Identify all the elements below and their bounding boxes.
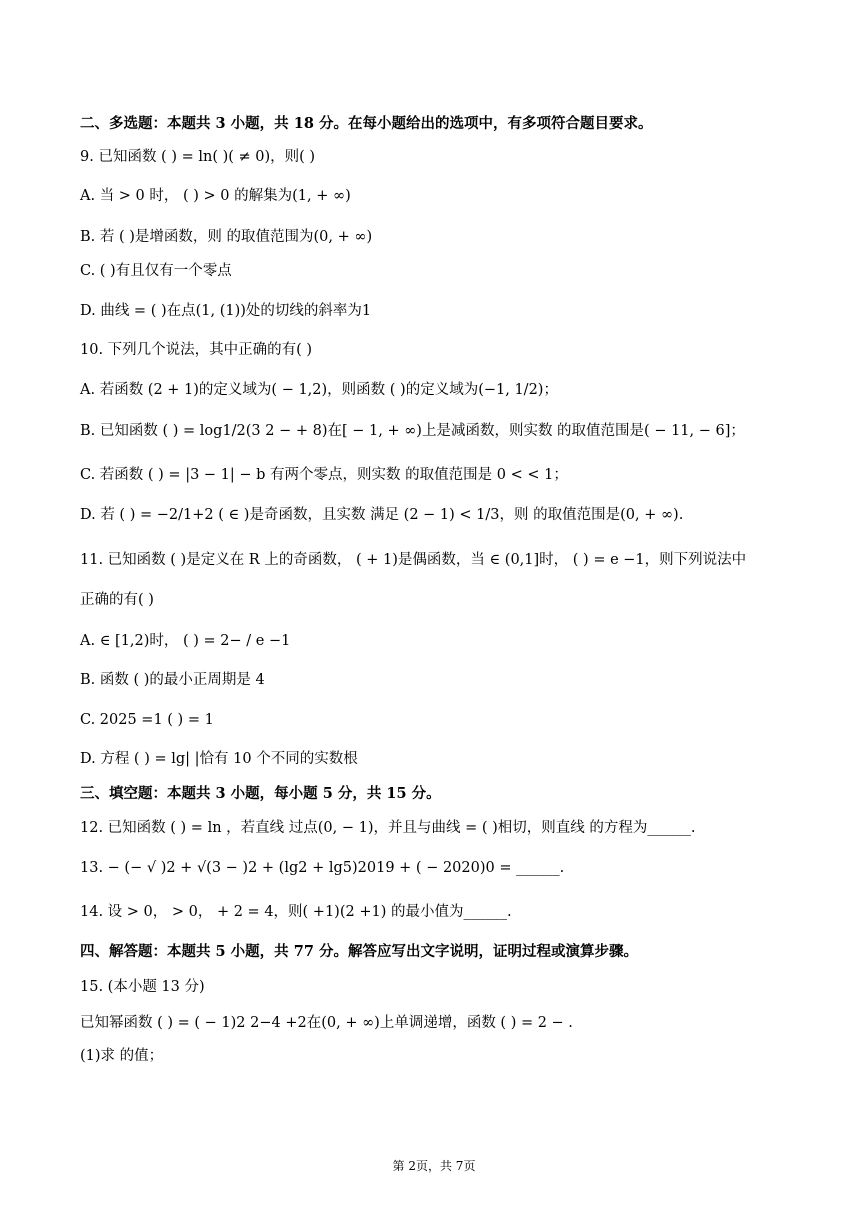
answer-heading: 四、解答题：本题共 5 小题，共 77 分。解答应写出文字说明，证明过程或演算步骤。 xyxy=(80,943,638,960)
q9-option-b: B. 若 ( )是增函数，则 的取值范围为(0, + ∞) xyxy=(80,229,373,245)
multi-choice-heading: 二、多选题：本题共 3 小题，共 18 分。在每小题给出的选项中，有多项符合题目要求。 xyxy=(80,115,653,132)
q12: 12. 已知函数 ( ) = ln ，若直线 过点(0, − 1)，并且与曲线 = ( )相切，则直线 的方程为______. xyxy=(80,820,696,836)
q11-stem-line1: 11. 已知函数 ( )是定义在 R 上的奇函数， ( + 1)是偶函数，当 ∈ (0,1]时， ( ) = e −1，则下列说法中 xyxy=(80,552,747,568)
q10-option-c: C. 若函数 ( ) = |3 − 1| − b 有两个零点，则实数 的取值范围是 0 < < 1； xyxy=(80,467,568,483)
q15-part1: (1)求 的值； xyxy=(80,1048,164,1064)
q13: 13. − (− √ )2 + √(3 − )2 + (lg2 + lg5)2019 + ( − 2020)0 = ______. xyxy=(80,860,565,876)
q11-option-a: A. ∈ [1,2)时， ( ) = 2− / e −1 xyxy=(80,633,291,649)
q10-option-d: D. 若 ( ) = −2/1+2 ( ∈ )是奇函数，且实数 满足 (2 − 1) < 1/3，则 的取值范围是(0, + ∞). xyxy=(80,507,684,523)
q9-option-d: D. 曲线 = ( )在点(1, (1))处的切线的斜率为1 xyxy=(80,303,372,319)
fill-blank-heading: 三、填空题：本题共 3 小题，每小题 5 分，共 15 分。 xyxy=(80,785,441,802)
q9-option-c: C. ( )有且仅有一个零点 xyxy=(80,263,232,279)
q10-stem: 10. 下列几个说法，其中正确的有( ) xyxy=(80,342,313,358)
q11-option-b: B. 函数 ( )的最小正周期是 4 xyxy=(80,672,265,688)
q10-option-b: B. 已知函数 ( ) = log1/2(3 2 − + 8)在[ − 1, + ∞)上是减函数，则实数 的取值范围是( − 11, − 6]； xyxy=(80,423,745,439)
q9-stem: 9. 已知函数 ( ) = ln( )( ≠ 0)，则( ) xyxy=(80,149,316,165)
q11-option-d: D. 方程 ( ) = lg| |恰有 10 个不同的实数根 xyxy=(80,751,358,767)
q11-option-c: C. 2025 =1 ( ) = 1 xyxy=(80,712,214,728)
q14: 14. 设 > 0， > 0， + 2 = 4，则( +1)(2 +1) 的最小值为______. xyxy=(80,904,512,920)
q11-stem-line2: 正确的有( ) xyxy=(80,592,154,608)
q10-option-a: A. 若函数 (2 + 1)的定义域为( − 1,2)，则函数 ( )的定义域为(−1, 1/2)； xyxy=(80,382,558,398)
q15-title: 15. (本小题 13 分) xyxy=(80,979,205,995)
q15-body: 已知幂函数 ( ) = ( − 1)2 2−4 +2在(0, + ∞)上单调递增，函数 ( ) = 2 − . xyxy=(80,1015,573,1031)
page-footer: 第 2页，共 7页 xyxy=(392,1159,476,1173)
q9-option-a: A. 当 > 0 时， ( ) > 0 的解集为(1, + ∞) xyxy=(80,188,351,204)
